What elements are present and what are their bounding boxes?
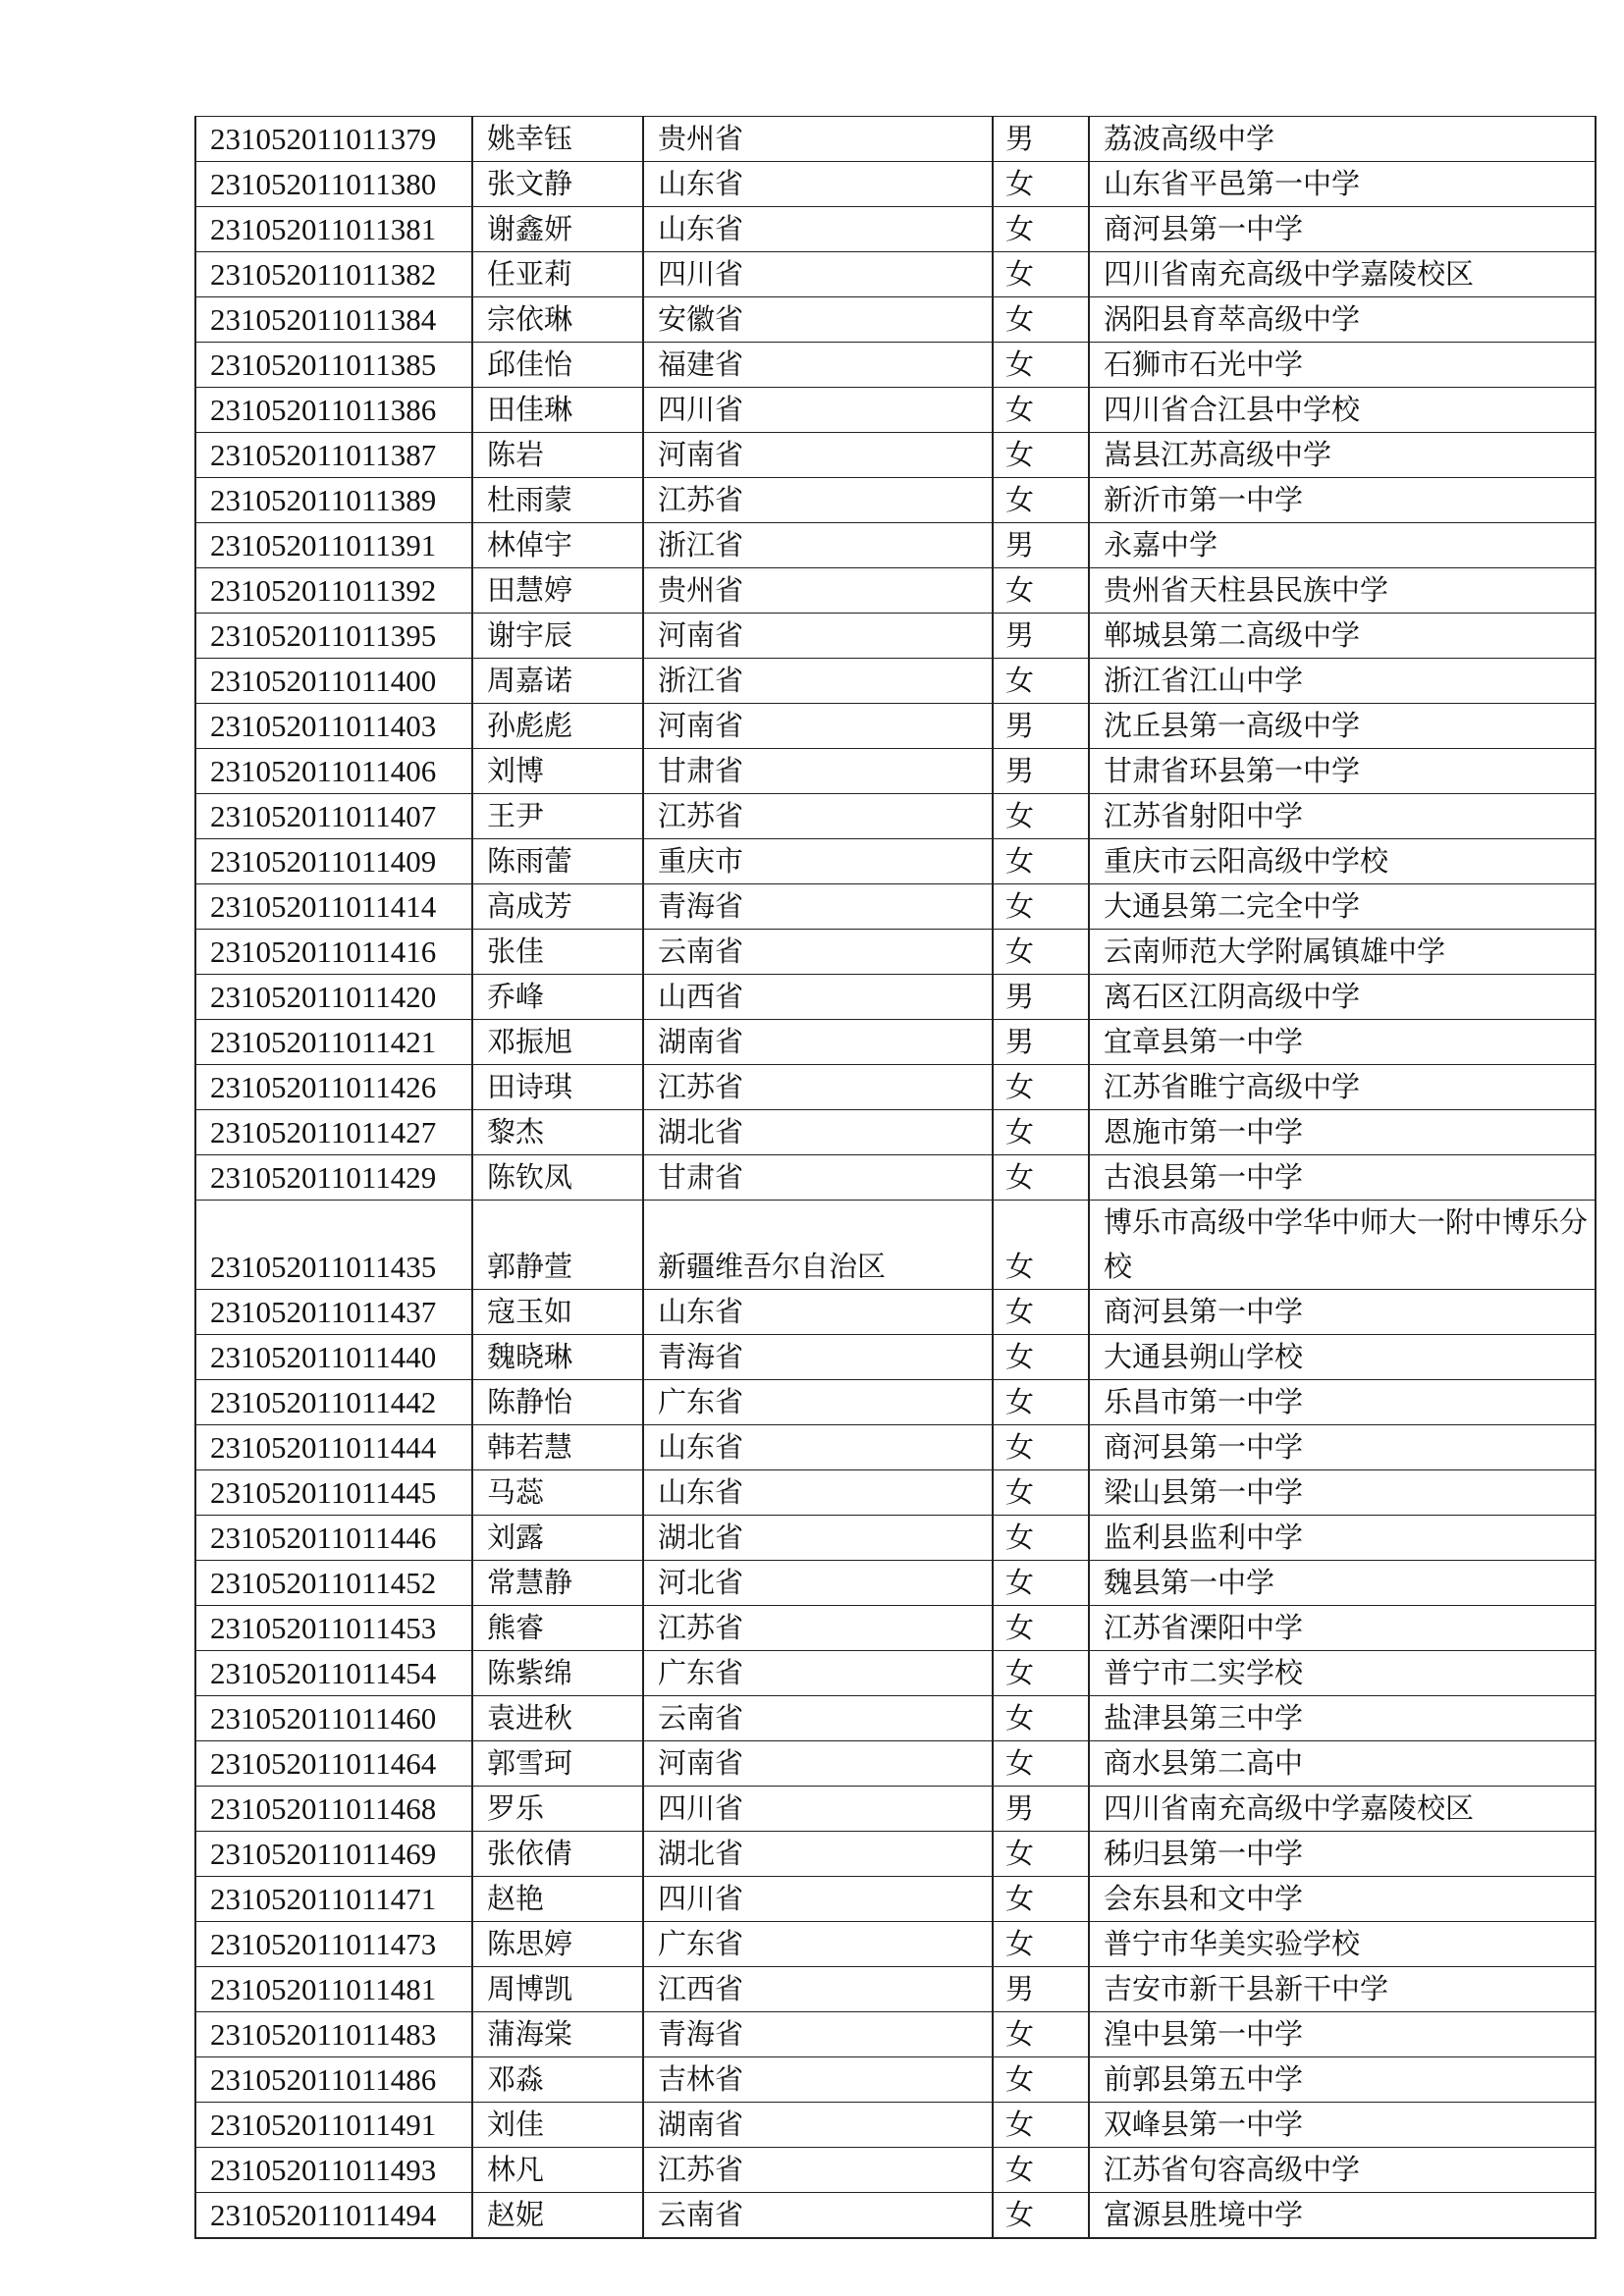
school-cell: 富源县胜境中学 (1089, 2193, 1596, 2239)
student-id-cell: 231052011011391 (195, 523, 472, 568)
province-cell: 云南省 (643, 1696, 993, 1741)
province-cell: 河南省 (643, 1741, 993, 1787)
student-id-cell: 231052011011468 (195, 1787, 472, 1832)
table-row (195, 930, 1596, 975)
student-id-cell: 231052011011426 (195, 1065, 472, 1110)
province-cell: 重庆市 (643, 839, 993, 884)
table-row (195, 252, 1596, 297)
student-id-cell: 231052011011483 (195, 2012, 472, 2057)
student-id-cell: 231052011011407 (195, 794, 472, 839)
school-cell: 盐津县第三中学 (1089, 1696, 1596, 1741)
table-row (195, 568, 1596, 614)
province-cell: 湖北省 (643, 1516, 993, 1561)
student-name-cell: 张依倩 (472, 1832, 643, 1877)
province-cell: 甘肃省 (643, 749, 993, 794)
table-row (195, 1696, 1596, 1741)
province-cell: 江苏省 (643, 478, 993, 523)
student-name-cell: 邓振旭 (472, 1020, 643, 1065)
table-row (195, 1470, 1596, 1516)
student-name-cell: 韩若慧 (472, 1425, 643, 1470)
table-row (195, 433, 1596, 478)
student-id-cell: 231052011011385 (195, 343, 472, 388)
province-cell: 云南省 (643, 930, 993, 975)
school-cell: 嵩县江苏高级中学 (1089, 433, 1596, 478)
student-name-cell: 谢宇辰 (472, 614, 643, 659)
school-cell: 江苏省溧阳中学 (1089, 1606, 1596, 1651)
school-cell: 大通县第二完全中学 (1089, 884, 1596, 930)
table-row (195, 1425, 1596, 1470)
province-cell: 浙江省 (643, 523, 993, 568)
student-id-cell: 231052011011427 (195, 1110, 472, 1155)
province-cell: 广东省 (643, 1651, 993, 1696)
student-id-cell: 231052011011386 (195, 388, 472, 433)
school-cell: 商河县第一中学 (1089, 1290, 1596, 1335)
student-name-cell: 谢鑫妍 (472, 207, 643, 252)
gender-cell: 女 (993, 1922, 1089, 1967)
student-id-cell: 231052011011387 (195, 433, 472, 478)
student-name-cell: 赵艳 (472, 1877, 643, 1922)
student-name-cell: 赵妮 (472, 2193, 643, 2239)
gender-cell: 女 (993, 1741, 1089, 1787)
student-id-cell: 231052011011494 (195, 2193, 472, 2239)
student-id-cell: 231052011011414 (195, 884, 472, 930)
gender-cell: 女 (993, 1651, 1089, 1696)
school-cell: 涡阳县育萃高级中学 (1089, 297, 1596, 343)
table-row (195, 207, 1596, 252)
student-name-cell: 林凡 (472, 2148, 643, 2193)
school-cell: 秭归县第一中学 (1089, 1832, 1596, 1877)
table-row (195, 1201, 1596, 1290)
student-id-cell: 231052011011403 (195, 704, 472, 749)
student-name-cell: 魏晓琳 (472, 1335, 643, 1380)
gender-cell: 女 (993, 162, 1089, 207)
student-name-cell: 郭静萱 (472, 1201, 643, 1290)
table-row (195, 1606, 1596, 1651)
student-id-cell: 231052011011406 (195, 749, 472, 794)
province-cell: 河南省 (643, 614, 993, 659)
gender-cell: 女 (993, 207, 1089, 252)
school-cell: 荔波高级中学 (1089, 117, 1596, 162)
province-cell: 湖北省 (643, 1110, 993, 1155)
student-id-cell: 231052011011392 (195, 568, 472, 614)
table-row (195, 659, 1596, 704)
student-id-cell: 231052011011437 (195, 1290, 472, 1335)
student-name-cell: 宗依琳 (472, 297, 643, 343)
school-cell: 江苏省射阳中学 (1089, 794, 1596, 839)
student-name-cell: 黎杰 (472, 1110, 643, 1155)
table-row (195, 117, 1596, 162)
school-cell: 乐昌市第一中学 (1089, 1380, 1596, 1425)
province-cell: 四川省 (643, 1787, 993, 1832)
province-cell: 河北省 (643, 1561, 993, 1606)
gender-cell: 女 (993, 1201, 1089, 1290)
student-name-cell: 陈紫绵 (472, 1651, 643, 1696)
gender-cell: 女 (993, 388, 1089, 433)
province-cell: 广东省 (643, 1922, 993, 1967)
province-cell: 湖南省 (643, 1020, 993, 1065)
province-cell: 福建省 (643, 343, 993, 388)
table-row (195, 162, 1596, 207)
student-name-cell: 刘露 (472, 1516, 643, 1561)
school-cell: 永嘉中学 (1089, 523, 1596, 568)
student-name-cell: 田诗琪 (472, 1065, 643, 1110)
student-name-cell: 张文静 (472, 162, 643, 207)
table-row (195, 1110, 1596, 1155)
gender-cell: 女 (993, 930, 1089, 975)
table-row (195, 1290, 1596, 1335)
province-cell: 四川省 (643, 252, 993, 297)
province-cell: 四川省 (643, 388, 993, 433)
gender-cell: 男 (993, 975, 1089, 1020)
gender-cell: 男 (993, 1020, 1089, 1065)
school-cell: 郸城县第二高级中学 (1089, 614, 1596, 659)
school-cell: 古浪县第一中学 (1089, 1155, 1596, 1201)
student-name-cell: 陈雨蕾 (472, 839, 643, 884)
student-name-cell: 寇玉如 (472, 1290, 643, 1335)
province-cell: 贵州省 (643, 117, 993, 162)
province-cell: 江苏省 (643, 2148, 993, 2193)
gender-cell: 女 (993, 1110, 1089, 1155)
school-cell: 重庆市云阳高级中学校 (1089, 839, 1596, 884)
gender-cell: 女 (993, 1065, 1089, 1110)
student-id-cell: 231052011011486 (195, 2057, 472, 2103)
school-cell: 前郭县第五中学 (1089, 2057, 1596, 2103)
student-name-cell: 常慧静 (472, 1561, 643, 1606)
student-id-cell: 231052011011481 (195, 1967, 472, 2012)
student-id-cell: 231052011011454 (195, 1651, 472, 1696)
table-row (195, 1380, 1596, 1425)
gender-cell: 男 (993, 704, 1089, 749)
table-row (195, 704, 1596, 749)
table-row (195, 388, 1596, 433)
table-row (195, 794, 1596, 839)
student-name-cell: 马蕊 (472, 1470, 643, 1516)
table-row (195, 1155, 1596, 1201)
gender-cell: 女 (993, 252, 1089, 297)
gender-cell: 男 (993, 1787, 1089, 1832)
province-cell: 湖南省 (643, 2103, 993, 2148)
province-cell: 青海省 (643, 1335, 993, 1380)
province-cell: 河南省 (643, 704, 993, 749)
table-row (195, 2012, 1596, 2057)
student-name-cell: 高成芳 (472, 884, 643, 930)
gender-cell: 女 (993, 433, 1089, 478)
province-cell: 云南省 (643, 2193, 993, 2239)
table-row (195, 2148, 1596, 2193)
student-id-cell: 231052011011444 (195, 1425, 472, 1470)
gender-cell: 女 (993, 2012, 1089, 2057)
school-cell: 会东县和文中学 (1089, 1877, 1596, 1922)
table-row (195, 2103, 1596, 2148)
province-cell: 广东省 (643, 1380, 993, 1425)
table-row (195, 749, 1596, 794)
student-name-cell: 姚幸钰 (472, 117, 643, 162)
gender-cell: 女 (993, 2057, 1089, 2103)
gender-cell: 女 (993, 478, 1089, 523)
student-name-cell: 陈钦凤 (472, 1155, 643, 1201)
gender-cell: 女 (993, 1877, 1089, 1922)
student-name-cell: 田慧婷 (472, 568, 643, 614)
province-cell: 四川省 (643, 1877, 993, 1922)
province-cell: 贵州省 (643, 568, 993, 614)
table-row (195, 1877, 1596, 1922)
gender-cell: 女 (993, 794, 1089, 839)
student-name-cell: 孙彪彪 (472, 704, 643, 749)
student-name-cell: 邱佳怡 (472, 343, 643, 388)
school-cell: 普宁市华美实验学校 (1089, 1922, 1596, 1967)
student-name-cell: 罗乐 (472, 1787, 643, 1832)
student-id-cell: 231052011011380 (195, 162, 472, 207)
student-id-cell: 231052011011491 (195, 2103, 472, 2148)
table-row (195, 1065, 1596, 1110)
student-name-cell: 任亚莉 (472, 252, 643, 297)
school-cell: 沈丘县第一高级中学 (1089, 704, 1596, 749)
gender-cell: 女 (993, 1606, 1089, 1651)
school-cell: 云南师范大学附属镇雄中学 (1089, 930, 1596, 975)
gender-cell: 男 (993, 1967, 1089, 2012)
school-cell: 新沂市第一中学 (1089, 478, 1596, 523)
province-cell: 吉林省 (643, 2057, 993, 2103)
school-cell: 宜章县第一中学 (1089, 1020, 1596, 1065)
province-cell: 山东省 (643, 1470, 993, 1516)
gender-cell: 女 (993, 1290, 1089, 1335)
school-cell: 商河县第一中学 (1089, 1425, 1596, 1470)
student-id-cell: 231052011011446 (195, 1516, 472, 1561)
student-name-cell: 王尹 (472, 794, 643, 839)
province-cell: 浙江省 (643, 659, 993, 704)
province-cell: 湖北省 (643, 1832, 993, 1877)
student-id-cell: 231052011011395 (195, 614, 472, 659)
school-cell: 普宁市二实学校 (1089, 1651, 1596, 1696)
province-cell: 山东省 (643, 162, 993, 207)
gender-cell: 女 (993, 839, 1089, 884)
student-name-cell: 杜雨蒙 (472, 478, 643, 523)
province-cell: 青海省 (643, 884, 993, 930)
student-id-cell: 231052011011460 (195, 1696, 472, 1741)
gender-cell: 女 (993, 568, 1089, 614)
school-cell: 江苏省句容高级中学 (1089, 2148, 1596, 2193)
table-row (195, 1335, 1596, 1380)
table-row (195, 1967, 1596, 2012)
student-id-cell: 231052011011453 (195, 1606, 472, 1651)
school-cell: 梁山县第一中学 (1089, 1470, 1596, 1516)
gender-cell: 女 (993, 2148, 1089, 2193)
table-row (195, 1561, 1596, 1606)
school-cell: 恩施市第一中学 (1089, 1110, 1596, 1155)
school-cell: 四川省合江县中学校 (1089, 388, 1596, 433)
student-name-cell: 陈静怡 (472, 1380, 643, 1425)
gender-cell: 女 (993, 1832, 1089, 1877)
gender-cell: 女 (993, 1155, 1089, 1201)
student-id-cell: 231052011011400 (195, 659, 472, 704)
gender-cell: 女 (993, 1696, 1089, 1741)
gender-cell: 女 (993, 2103, 1089, 2148)
student-id-cell: 231052011011445 (195, 1470, 472, 1516)
student-id-cell: 231052011011469 (195, 1832, 472, 1877)
student-table-body (195, 117, 1596, 2239)
student-id-cell: 231052011011493 (195, 2148, 472, 2193)
province-cell: 江苏省 (643, 1065, 993, 1110)
gender-cell: 女 (993, 2193, 1089, 2239)
school-cell: 魏县第一中学 (1089, 1561, 1596, 1606)
gender-cell: 女 (993, 1470, 1089, 1516)
school-cell: 湟中县第一中学 (1089, 2012, 1596, 2057)
school-cell: 大通县朔山学校 (1089, 1335, 1596, 1380)
table-row (195, 1516, 1596, 1561)
student-name-cell: 田佳琳 (472, 388, 643, 433)
table-row (195, 1832, 1596, 1877)
gender-cell: 男 (993, 614, 1089, 659)
school-cell: 博乐市高级中学华中师大一附中博乐分校 (1089, 1201, 1596, 1290)
gender-cell: 男 (993, 117, 1089, 162)
school-cell: 商河县第一中学 (1089, 207, 1596, 252)
student-id-cell: 231052011011416 (195, 930, 472, 975)
gender-cell: 女 (993, 1335, 1089, 1380)
school-cell: 石狮市石光中学 (1089, 343, 1596, 388)
student-id-cell: 231052011011379 (195, 117, 472, 162)
student-id-cell: 231052011011435 (195, 1201, 472, 1290)
gender-cell: 男 (993, 523, 1089, 568)
school-cell: 吉安市新干县新干中学 (1089, 1967, 1596, 2012)
student-id-cell: 231052011011384 (195, 297, 472, 343)
gender-cell: 女 (993, 297, 1089, 343)
gender-cell: 女 (993, 1380, 1089, 1425)
school-cell: 山东省平邑第一中学 (1089, 162, 1596, 207)
table-row (195, 2193, 1596, 2239)
school-cell: 监利县监利中学 (1089, 1516, 1596, 1561)
gender-cell: 女 (993, 1561, 1089, 1606)
province-cell: 青海省 (643, 2012, 993, 2057)
gender-cell: 女 (993, 659, 1089, 704)
gender-cell: 男 (993, 749, 1089, 794)
school-cell: 四川省南充高级中学嘉陵校区 (1089, 252, 1596, 297)
student-name-cell: 乔峰 (472, 975, 643, 1020)
student-id-cell: 231052011011452 (195, 1561, 472, 1606)
table-row (195, 1787, 1596, 1832)
school-cell: 商水县第二高中 (1089, 1741, 1596, 1787)
student-id-cell: 231052011011381 (195, 207, 472, 252)
table-row (195, 478, 1596, 523)
school-cell: 离石区江阴高级中学 (1089, 975, 1596, 1020)
table-row (195, 1922, 1596, 1967)
student-name-cell: 陈思婷 (472, 1922, 643, 1967)
gender-cell: 女 (993, 1516, 1089, 1561)
school-cell: 四川省南充高级中学嘉陵校区 (1089, 1787, 1596, 1832)
student-id-cell: 231052011011389 (195, 478, 472, 523)
student-id-cell: 231052011011409 (195, 839, 472, 884)
table-row (195, 1741, 1596, 1787)
student-id-cell: 231052011011421 (195, 1020, 472, 1065)
province-cell: 山东省 (643, 207, 993, 252)
student-table (194, 116, 1597, 2239)
student-name-cell: 林倬宇 (472, 523, 643, 568)
school-cell: 双峰县第一中学 (1089, 2103, 1596, 2148)
province-cell: 江苏省 (643, 1606, 993, 1651)
table-row (195, 523, 1596, 568)
table-row (195, 975, 1596, 1020)
table-row (195, 297, 1596, 343)
student-id-cell: 231052011011473 (195, 1922, 472, 1967)
student-name-cell: 陈岩 (472, 433, 643, 478)
student-id-cell: 231052011011440 (195, 1335, 472, 1380)
province-cell: 河南省 (643, 433, 993, 478)
table-row (195, 343, 1596, 388)
student-name-cell: 刘佳 (472, 2103, 643, 2148)
province-cell: 江苏省 (643, 794, 993, 839)
school-cell: 甘肃省环县第一中学 (1089, 749, 1596, 794)
student-name-cell: 张佳 (472, 930, 643, 975)
table-row (195, 1020, 1596, 1065)
school-cell: 江苏省睢宁高级中学 (1089, 1065, 1596, 1110)
student-name-cell: 郭雪珂 (472, 1741, 643, 1787)
table-row (195, 1651, 1596, 1696)
student-id-cell: 231052011011464 (195, 1741, 472, 1787)
gender-cell: 女 (993, 1425, 1089, 1470)
gender-cell: 女 (993, 343, 1089, 388)
student-name-cell: 蒲海棠 (472, 2012, 643, 2057)
student-name-cell: 熊睿 (472, 1606, 643, 1651)
table-row (195, 614, 1596, 659)
student-name-cell: 邓淼 (472, 2057, 643, 2103)
student-id-cell: 231052011011382 (195, 252, 472, 297)
province-cell: 山东省 (643, 1425, 993, 1470)
student-id-cell: 231052011011471 (195, 1877, 472, 1922)
province-cell: 山东省 (643, 1290, 993, 1335)
student-name-cell: 周嘉诺 (472, 659, 643, 704)
student-id-cell: 231052011011442 (195, 1380, 472, 1425)
gender-cell: 女 (993, 884, 1089, 930)
province-cell: 甘肃省 (643, 1155, 993, 1201)
province-cell: 新疆维吾尔自治区 (643, 1201, 993, 1290)
student-name-cell: 刘博 (472, 749, 643, 794)
province-cell: 山西省 (643, 975, 993, 1020)
school-cell: 贵州省天柱县民族中学 (1089, 568, 1596, 614)
student-name-cell: 周博凯 (472, 1967, 643, 2012)
school-cell: 浙江省江山中学 (1089, 659, 1596, 704)
student-id-cell: 231052011011429 (195, 1155, 472, 1201)
student-name-cell: 袁进秋 (472, 1696, 643, 1741)
table-row (195, 884, 1596, 930)
province-cell: 江西省 (643, 1967, 993, 2012)
table-row (195, 2057, 1596, 2103)
student-id-cell: 231052011011420 (195, 975, 472, 1020)
table-row (195, 839, 1596, 884)
province-cell: 安徽省 (643, 297, 993, 343)
